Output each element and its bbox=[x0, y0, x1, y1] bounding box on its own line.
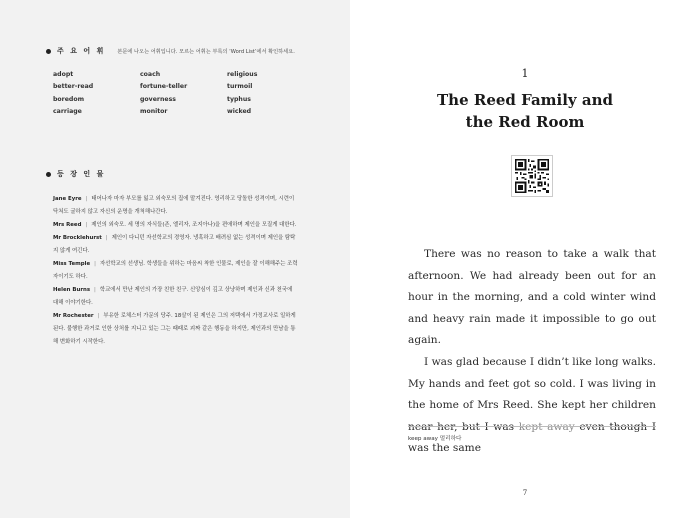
separator: | bbox=[97, 313, 100, 319]
vocab-word: boredom bbox=[53, 95, 85, 103]
bullet-icon bbox=[46, 172, 51, 177]
chapter-number: 1 bbox=[521, 67, 529, 80]
chapter-title-line: the Red Room bbox=[465, 113, 585, 131]
vocab-word: wicked bbox=[227, 107, 252, 115]
right-page bbox=[350, 0, 700, 518]
vocab-word: governess bbox=[140, 95, 176, 103]
characters-section-header bbox=[46, 169, 105, 179]
separator: | bbox=[85, 222, 88, 228]
character-name: Mr Rochester bbox=[53, 313, 94, 319]
vocab-word: fortune-teller bbox=[140, 83, 188, 91]
vocab-word: coach bbox=[140, 71, 161, 78]
separator: | bbox=[94, 261, 96, 267]
character-list bbox=[53, 193, 298, 349]
body-paragraph: There was no reason to take a walk that afternoon. We had already been out for an hour in the morning, and a cold winter wind and heavy rain made it impossible to go out again. bbox=[408, 248, 656, 347]
character-name: Mrs Reed bbox=[53, 222, 82, 228]
vocab-section-title: 주 요 어 휘 bbox=[57, 47, 106, 55]
character-name: Helen Burns bbox=[53, 287, 91, 293]
character-name: Jane Eyre bbox=[53, 196, 82, 202]
character-entry bbox=[53, 193, 298, 219]
page-number: 7 bbox=[522, 489, 528, 497]
character-description: 태어나자 마자 부모를 잃고 외숙모의 집에 맡겨진다. 영리하고 당돌한 성격이며, 시련이 닥쳐도 굴하지 않고 자신의 운명을 개척해나간다. bbox=[53, 196, 295, 215]
character-description: 자선학교의 선생님. 학생들을 위하는 마음씨 착한 인물로, 제인을 잘 이해해주는 조력자이기도 하다. bbox=[53, 261, 298, 280]
paragraph-text: I was glad because I didn’t like long walks. My hands and feet got so cold. I was living in the home of Mrs Reed. She kept her children bbox=[408, 355, 656, 412]
character-entry bbox=[53, 258, 298, 284]
vocab-word: typhus bbox=[227, 95, 251, 103]
chapter-title-line: The Reed Family and bbox=[437, 91, 613, 109]
bullet-icon bbox=[46, 49, 51, 54]
footnote: keep away 멀리하다 bbox=[408, 436, 462, 442]
separator: | bbox=[94, 287, 96, 293]
chapter-body-text bbox=[408, 244, 656, 460]
vocab-section-header bbox=[46, 46, 295, 56]
qr-code-icon[interactable] bbox=[511, 155, 553, 197]
character-name: Miss Temple bbox=[53, 261, 91, 267]
character-entry bbox=[53, 310, 298, 349]
character-entry bbox=[53, 232, 298, 258]
vocab-section-note: 본문에 나오는 어휘입니다. 모르는 어휘는 부록의 ‘Word List’에서 확인하세요. bbox=[117, 48, 295, 55]
character-description: 부유한 로체스터 가문의 당주. 18살이 된 제인은 그의 저택에서 가정교사로 일하게 된다. 불행한 과거로 인한 상처를 지니고 있는 그는 때때로 괴짜 같은 행동을 하지만, 제인과의 만남을 통해 변화하기 시작한다. bbox=[53, 313, 296, 345]
character-entry bbox=[53, 284, 298, 310]
vocab-list bbox=[53, 71, 293, 116]
footnote-divider bbox=[408, 426, 656, 427]
vocab-word: monitor bbox=[140, 107, 168, 115]
characters-section-title: 등 장 인 물 bbox=[57, 170, 106, 178]
separator: | bbox=[105, 235, 108, 241]
character-name: Mr Brocklehurst bbox=[53, 235, 102, 241]
character-description: 제인이 다니던 자선학교의 경영자. 냉혹하고 배려심 없는 성격이며 제인을 탐탁지 않게 여긴다. bbox=[53, 235, 296, 254]
paragraph-text: was the same bbox=[408, 442, 481, 455]
vocab-word: adopt bbox=[53, 71, 74, 78]
character-description: 학교에서 만난 제인의 가장 친한 친구. 신앙심이 깊고 상냥하며 제인과 신과 천국에 대해 이야기한다. bbox=[53, 287, 293, 306]
qr-code-graphic bbox=[515, 159, 549, 193]
vocab-word: religious bbox=[227, 71, 258, 78]
character-entry bbox=[53, 219, 298, 232]
vocab-word: better-read bbox=[53, 83, 94, 91]
separator: | bbox=[85, 196, 88, 202]
chapter-title bbox=[350, 89, 700, 133]
vocab-word: turmoil bbox=[227, 83, 253, 91]
character-description: 제인의 외숙모. 세 명의 자식들(존, 엘리자, 조지아나)을 편애하며 제인을 모질게 대한다. bbox=[91, 222, 297, 228]
body-paragraph bbox=[408, 352, 656, 460]
vocab-word: carriage bbox=[53, 107, 82, 115]
